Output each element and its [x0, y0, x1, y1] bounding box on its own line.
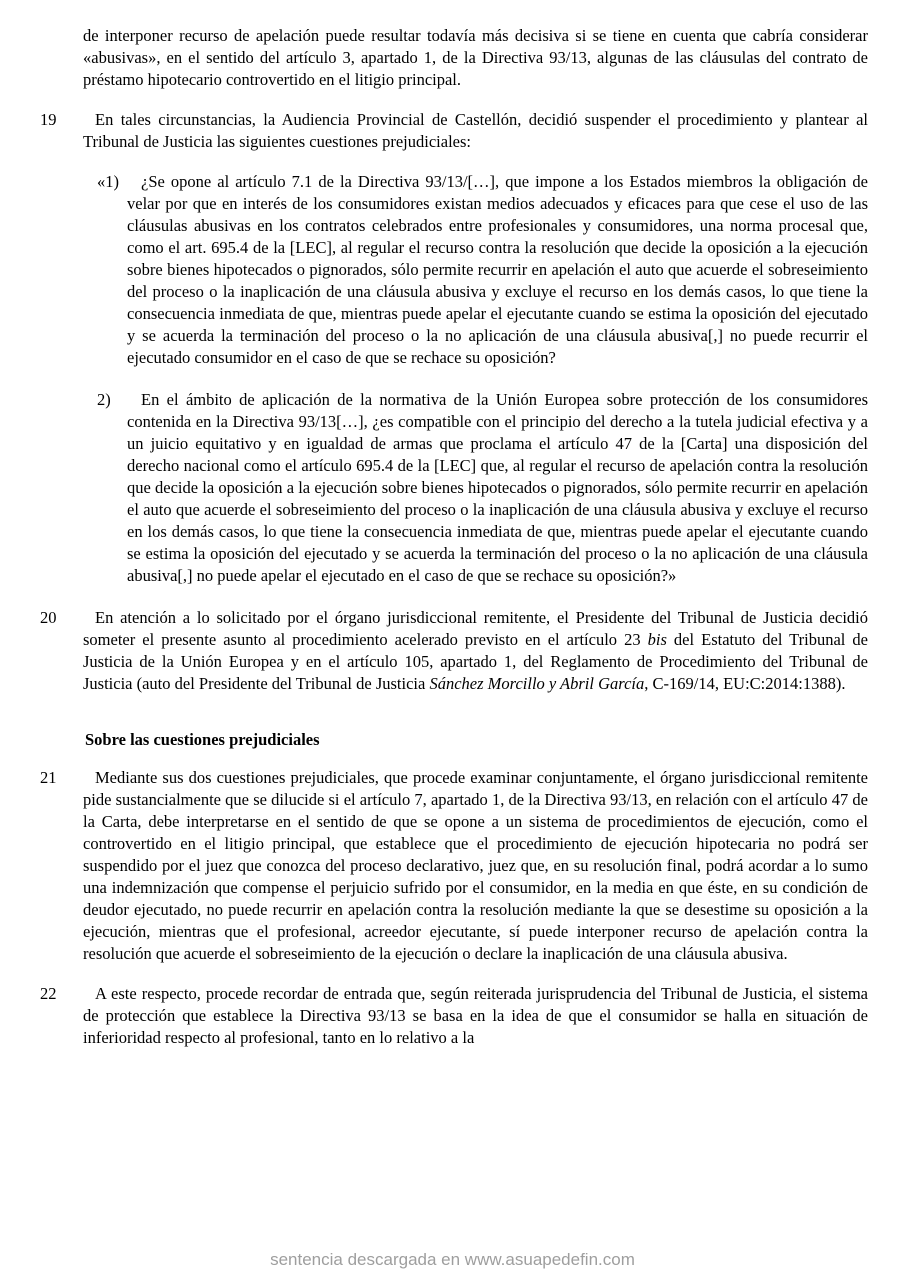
preliminary-question-2 [97, 389, 868, 587]
question-marker: «1) [97, 172, 119, 191]
latin-term-bis: bis [647, 630, 667, 649]
paragraph-text: En tales circunstancias, la Audiencia Provincial de Castellón, decidió suspender el procedimiento y plantear al Tribunal de Justicia las siguientes cuestiones prejudiciales: [83, 110, 868, 151]
paragraph-text: de interponer recurso de apelación puede resultar todavía más decisiva si se tiene en cuenta que cabría considerar «abusivas», en el sentido del artículo 3, apartado 1, de la Directiva 93/13, algunas de las cláusulas del contrato de préstamo hipotecario controvertido en el litigio principal. [83, 26, 868, 89]
footer-watermark: sentencia descargada en www.asuapedefin.com [270, 1250, 635, 1269]
paragraph-continuation [40, 25, 868, 91]
question-text: En el ámbito de aplicación de la normativa de la Unión Europea sobre protección de los consumidores contenida en la Directiva 93/13[…], ¿es compatible con el principio del derecho a la tutela judicial efectiva y a un juicio equitativo y en igualdad de armas que proclama el artículo 47 de la [Carta] una disposición del derecho nacional como el artículo 695.4 de la [LEC] que, al regular el recurso de apelación contra la resolución que decide la oposición a la ejecución sobre bienes hipotecados o pignorados, sólo permite recurrir en apelación el auto que acuerde el sobreseimiento del proceso o la inaplicación de una cláusula abusiva y excluye el recurso en los demás casos, lo que tiene la consecuencia inmediata de que, mientras puede apelar el ejecutante cuando se estima la oposición del ejecutado y se acuerda la terminación del proceso o la no aplicación de una cláusula abusiva[,] no puede apelar el ejecutado en el caso de que se rechace su oposición?» [127, 390, 868, 585]
paragraph-number: 21 [40, 768, 57, 787]
paragraph-text: A este respecto, procede recordar de entrada que, según reiterada jurisprudencia del Tribunal de Justicia, el sistema de protección que establece la Directiva 93/13 se basa en la idea de que el consumidor se halla en situación de inferioridad respecto al profesional, tanto en lo relativo a la [83, 984, 868, 1047]
paragraph-19 [40, 109, 868, 153]
paragraph-number: 20 [40, 608, 57, 627]
section-heading: Sobre las cuestiones prejudiciales [85, 730, 320, 749]
case-name: Sánchez Morcillo y Abril García [429, 674, 645, 693]
paragraph-number: 22 [40, 984, 57, 1003]
question-text: ¿Se opone al artículo 7.1 de la Directiva 93/13/[…], que impone a los Estados miembros la obligación de velar por que en interés de los consumidores existan medios adecuados y eficaces para que cese el uso de las cláusulas abusivas en los contratos celebrados entre profesionales y consumidores, una norma procesal que, como el art. 695.4 de la [LEC], al regular el recurso contra la resolución que decide la oposición a la ejecución sobre bienes hipotecados o pignorados, sólo permite recurrir en apelación el auto que acuerde el sobreseimiento del proceso o la inaplicación de una cláusula abusiva y excluye el recurso en los demás casos, lo que tiene la consecuencia inmediata de que, mientras puede apelar el ejecutante cuando se estima la oposición del ejecutado y se acuerda la terminación del proceso o la no aplicación de una cláusula abusiva[,] no puede recurrir el ejecutado consumidor en el caso de que se rechace su oposición? [127, 172, 868, 367]
preliminary-question-1 [97, 171, 868, 369]
paragraph-number-gutter [40, 25, 83, 91]
paragraph-text [83, 607, 868, 695]
paragraph-22 [40, 983, 868, 1049]
question-marker: 2) [97, 390, 111, 409]
paragraph-text: Mediante sus dos cuestiones prejudiciales, que procede examinar conjuntamente, el órgano jurisdiccional remitente pide sustancialmente que se dilucide si el artículo 7, apartado 1, de la Directiva 93/13, en relación con el artículo 47 de la Carta, debe interpretarse en el sentido de que se opone a un sistema de procedimientos de ejecución, como el controvertido en el litigio principal, que establece que el procedimiento de ejecución hipotecaria no podrá ser suspendido por el juez que conozca del proceso declarativo, juez que, en su resolución final, podrá acordar a lo sumo una indemnización que compense el perjuicio sufrido por el consumidor, en la media en que éste, en su condición de deudor ejecutado, no puede recurrir en apelación contra la resolución mediante la que se desestime su oposición a la ejecución, mientras que el profesional, acreedor ejecutante, sí puede interponer recurso de apelación contra la resolución que acuerde el sobreseimiento de la ejecución o declare la inaplicación de una cláusula abusiva. [83, 768, 868, 963]
paragraph-text-segment: , C-169/14, EU:C:2014:1388). [644, 674, 846, 693]
paragraph-20 [40, 607, 868, 695]
paragraph-21 [40, 767, 868, 965]
judgment-text-column [40, 25, 868, 1067]
paragraph-text-segment: del Estatuto del Tribunal de Justicia de la Unión Europea y en el artículo 105, apartado 1, del Reglamento de Procedimiento del Tribunal de Justicia (auto del Presidente del Tribunal de Justicia [83, 630, 868, 693]
paragraph-number: 19 [40, 110, 57, 129]
paragraph-text-segment: En atención a lo solicitado por el órgano jurisdiccional remitente, el Presidente del Tribunal de Justicia decidió someter el presente asunto al procedimiento acelerado previsto en el artículo 23 [83, 608, 868, 649]
